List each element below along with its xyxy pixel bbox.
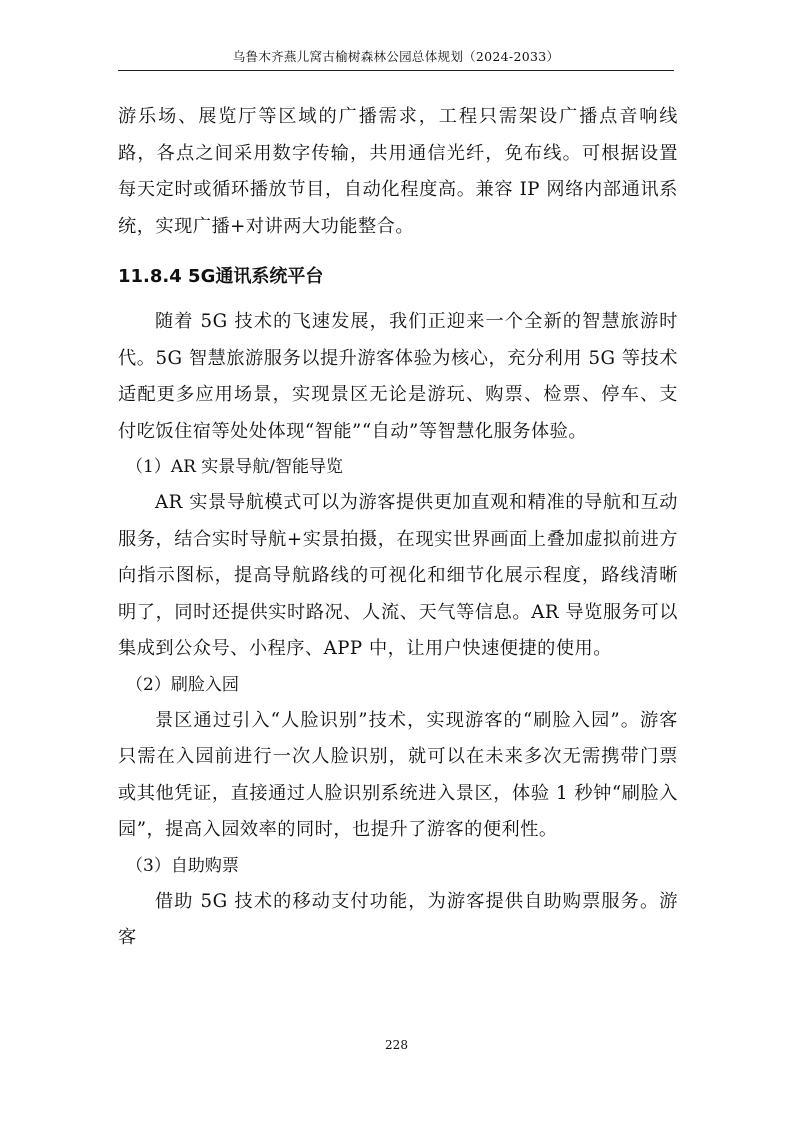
paragraph-face-entry: 景区通过引入“人脸识别”技术，实现游客的“刷脸入园”。游客只需在入园前进行一次人脸识别，就可以在未来多次无需携带门票或其他凭证，直接通过人脸识别系统进入景区，体验 1 秒钟“刷脸入园”，提高入园效率的同时，也提升了游客的便利性。 — [118, 709, 678, 840]
page-number: 228 — [385, 1038, 408, 1052]
paragraph-5g-intro: 随着 5G 技术的飞速发展，我们正迎来一个全新的智慧旅游时代。5G 智慧旅游服务以提升游客体验为核心，充分利用 5G 等技术适配更多应用场景，实现景区无论是游玩、购票、检票、停车、支付吃饭住宿等处处体现“智能”“自动”等智慧化服务体验。 — [118, 311, 678, 442]
paragraph-ar-navigation: AR 实景导航模式可以为游客提供更加直观和精准的导航和互动服务，结合实时导航+实景拍摄，在现实世界画面上叠加虚拟前进方向指示图标，提高导航路线的可视化和细节化展示程度，路线清晰明了，同时还提供实时路况、人流、天气等信息。AR 导览服务可以集成到公众号、小程序、APP 中，让用户快速便捷的使用。 — [118, 492, 678, 659]
paragraph-self-ticketing: 借助 5G 技术的移动支付功能，为游客提供自助购票服务。游客 — [118, 890, 678, 948]
paragraph-broadcast: 游乐场、展览厅等区域的广播需求，工程只需架设广播点音响线路，各点之间采用数字传输，共用通信光纤，免布线。可根据设置每天定时或循环播放节目，自动化程度高。兼容 IP 网络内部通讯系统，实现广播+对讲两大功能整合。 — [118, 106, 678, 237]
page-body — [118, 99, 678, 957]
subheading-face-entry: （2）刷脸入园 — [126, 674, 239, 695]
running-header: 乌鲁木齐燕儿窝古榆树森林公园总体规划（2024-2033） — [118, 48, 674, 71]
subheading-self-ticketing: （3）自助购票 — [126, 855, 239, 876]
subheading-ar-navigation: （1）AR 实景导航/智能导览 — [126, 457, 344, 477]
section-heading-5g: 11.8.4 5G通讯系统平台 — [118, 266, 324, 287]
